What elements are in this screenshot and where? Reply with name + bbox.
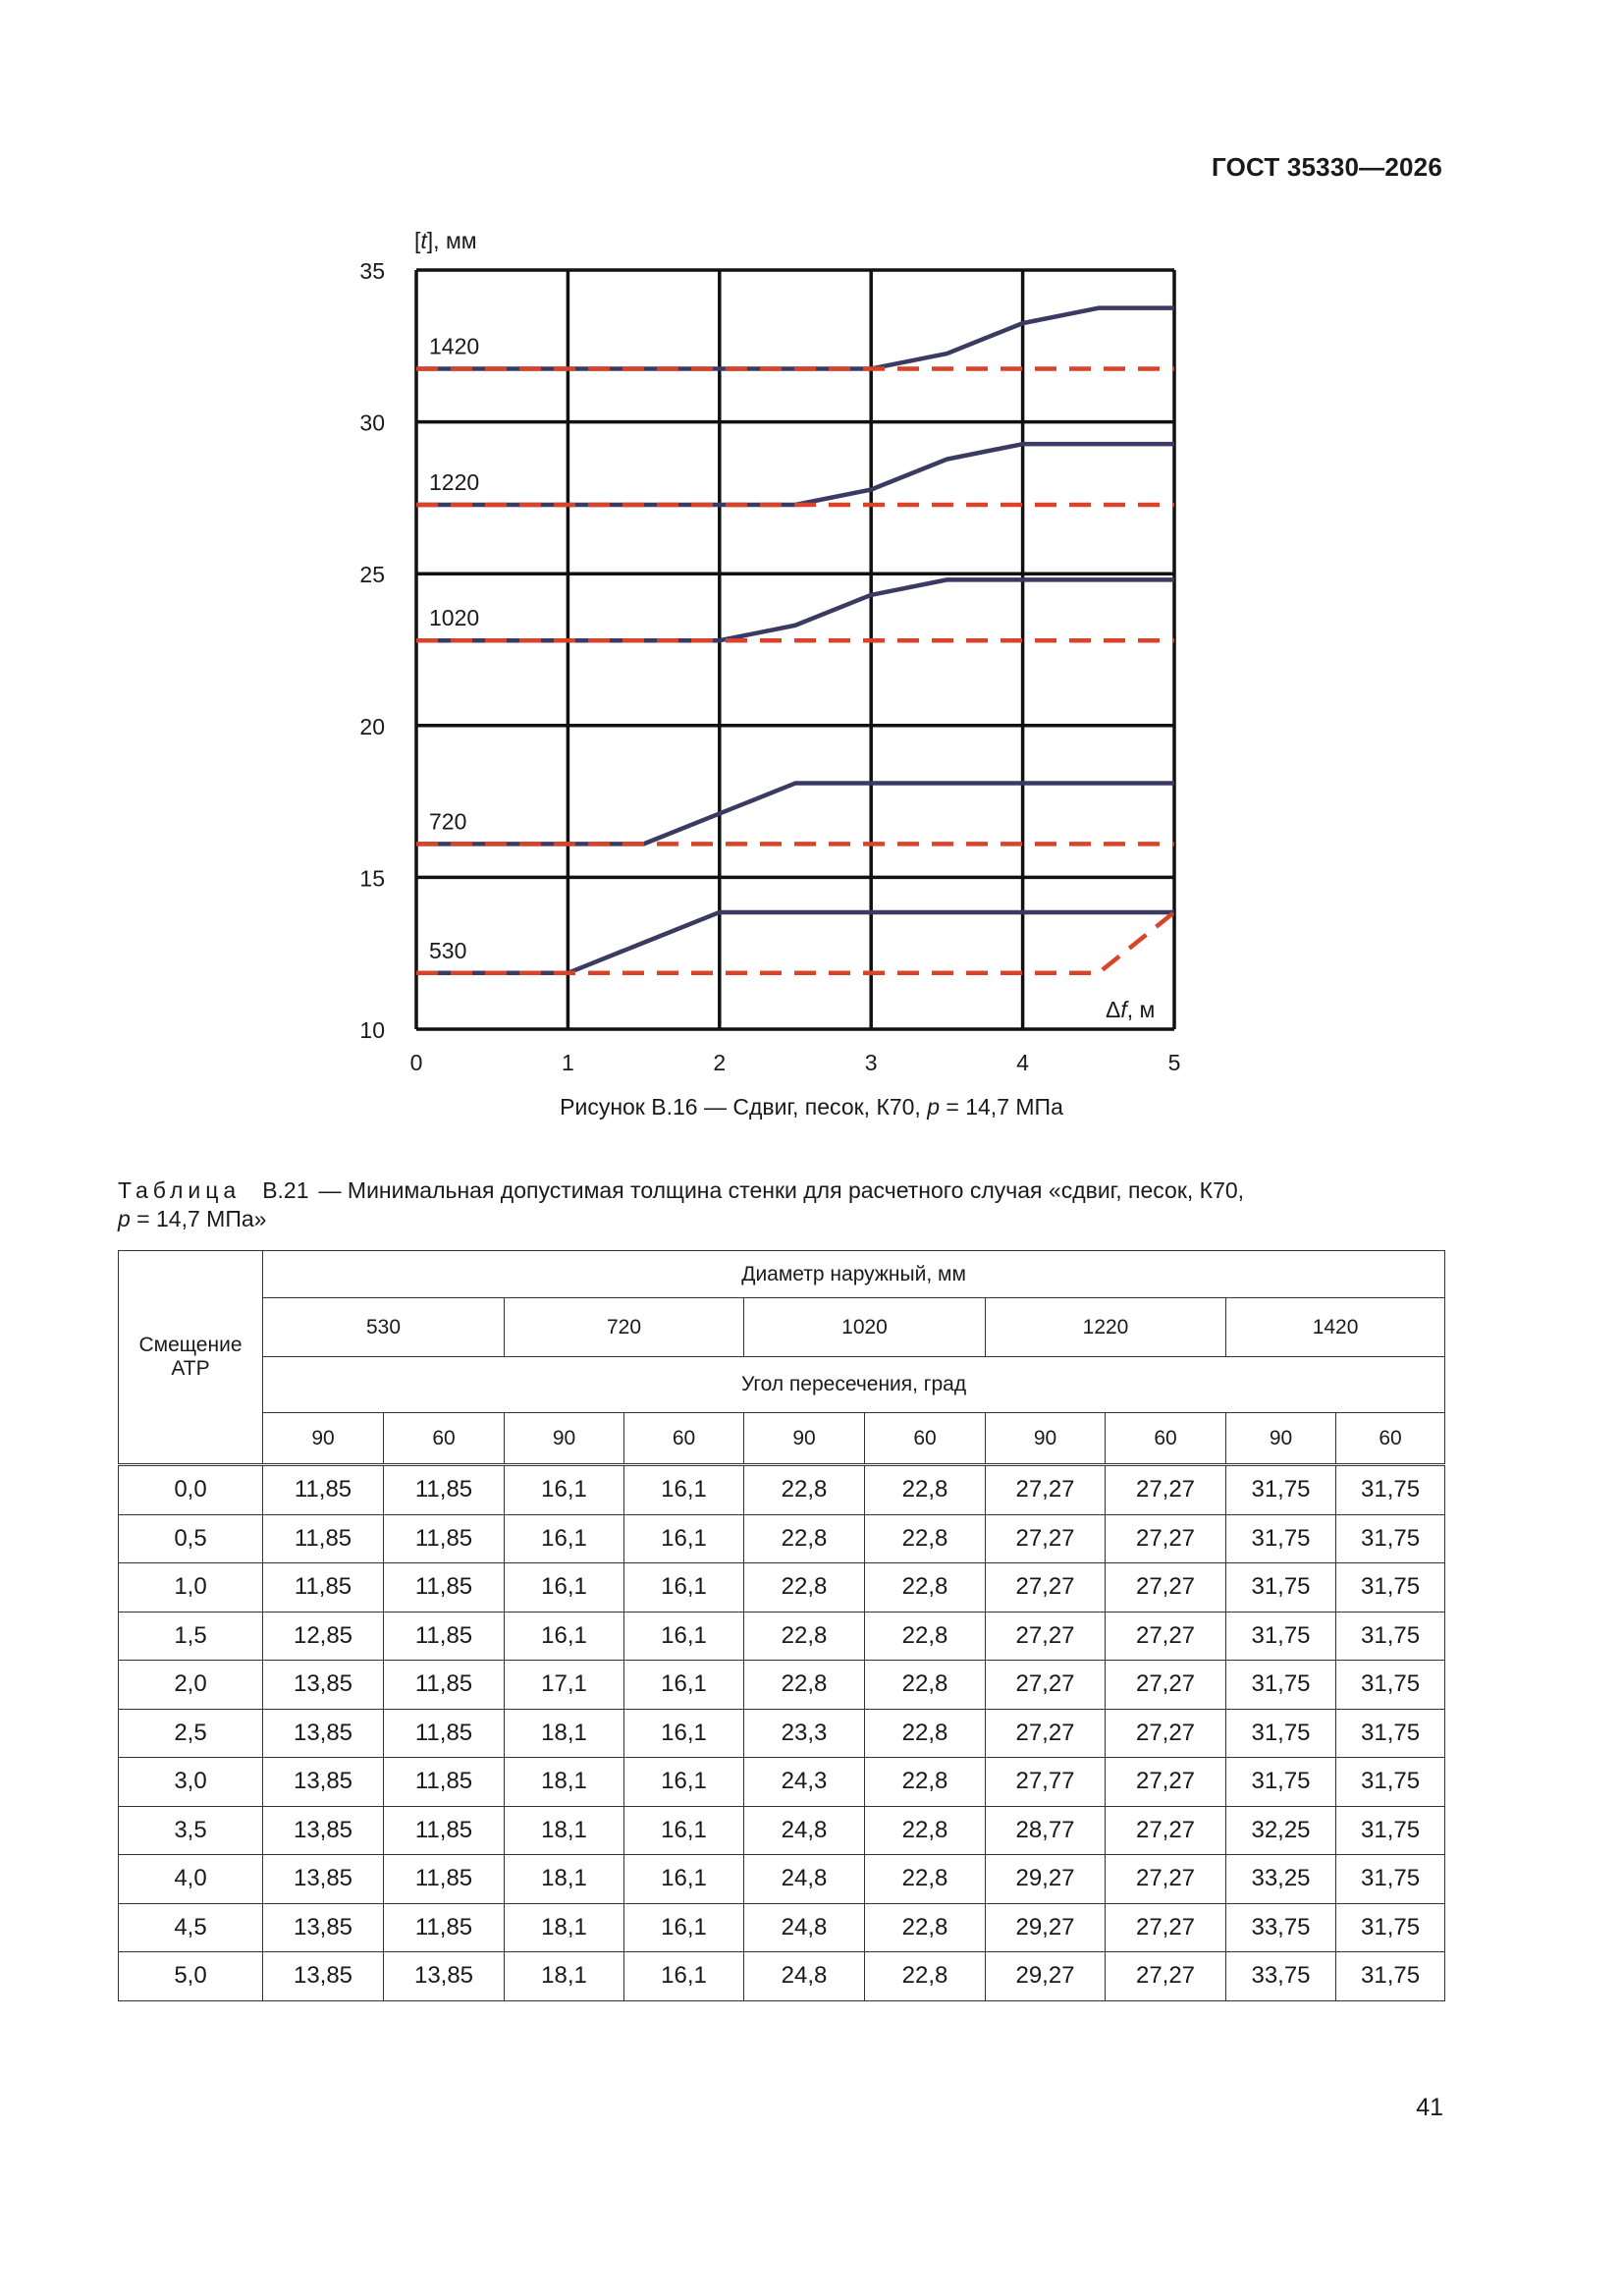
- header-angle-value: 60: [624, 1413, 744, 1465]
- cell-thickness: 27,27: [986, 1709, 1106, 1758]
- cell-thickness: 13,85: [263, 1806, 384, 1855]
- cell-thickness: 17,1: [505, 1661, 624, 1710]
- header-diameter: Диаметр наружный, мм: [263, 1251, 1445, 1298]
- cell-thickness: 16,1: [624, 1514, 744, 1563]
- cell-thickness: 16,1: [505, 1612, 624, 1661]
- thickness-chart: [0, 0, 1623, 1100]
- table-row: [119, 1465, 1445, 1515]
- header-angle-value: 60: [1106, 1413, 1226, 1465]
- cell-offset: 2,5: [119, 1709, 263, 1758]
- table-row: [119, 1612, 1445, 1661]
- cell-thickness: 27,27: [1106, 1903, 1226, 1952]
- cell-thickness: 31,75: [1336, 1806, 1445, 1855]
- cell-thickness: 27,27: [1106, 1709, 1226, 1758]
- header-diameter-1020: 1020: [744, 1298, 986, 1357]
- series-line-1420-angle90: [416, 308, 1174, 369]
- header-diameter-530: 530: [263, 1298, 505, 1357]
- cell-thickness: 22,8: [865, 1563, 986, 1613]
- cell-thickness: 18,1: [505, 1855, 624, 1904]
- cell-thickness: 12,85: [263, 1612, 384, 1661]
- y-tick-label: 35: [359, 258, 385, 284]
- cell-thickness: 16,1: [505, 1563, 624, 1613]
- y-axis-label: [t], мм: [414, 228, 477, 253]
- cell-thickness: 32,25: [1226, 1806, 1336, 1855]
- cell-thickness: 29,27: [986, 1903, 1106, 1952]
- chart-ticks: [359, 258, 1180, 1075]
- figure-caption: Рисунок В.16 — Сдвиг, песок, К70, p = 14,7 МПа: [560, 1094, 1063, 1120]
- header-angle-value: 90: [986, 1413, 1106, 1465]
- series-label-1220: 1220: [429, 469, 480, 496]
- cell-thickness: 16,1: [624, 1465, 744, 1515]
- cell-thickness: 18,1: [505, 1758, 624, 1807]
- cell-thickness: 31,75: [1336, 1903, 1445, 1952]
- cell-thickness: 18,1: [505, 1903, 624, 1952]
- cell-thickness: 16,1: [624, 1758, 744, 1807]
- cell-thickness: 31,75: [1226, 1758, 1336, 1807]
- cell-thickness: 27,27: [1106, 1758, 1226, 1807]
- header-diameter-1420: 1420: [1226, 1298, 1445, 1357]
- cell-thickness: 22,8: [865, 1709, 986, 1758]
- cell-thickness: 31,75: [1336, 1661, 1445, 1710]
- cell-thickness: 27,27: [1106, 1514, 1226, 1563]
- cell-thickness: 13,85: [384, 1952, 505, 2001]
- cell-thickness: 11,85: [384, 1563, 505, 1613]
- header-diameter-720: 720: [505, 1298, 744, 1357]
- cell-thickness: 31,75: [1336, 1855, 1445, 1904]
- cell-thickness: 24,8: [744, 1952, 865, 2001]
- cell-thickness: 29,27: [986, 1952, 1106, 2001]
- table-caption-number: В.21: [262, 1177, 309, 1203]
- cell-thickness: 16,1: [624, 1855, 744, 1904]
- series-line-1020-angle90: [416, 579, 1174, 640]
- y-tick-label: 25: [359, 562, 385, 588]
- cell-thickness: 16,1: [624, 1806, 744, 1855]
- header-angle: Угол пересечения, град: [263, 1357, 1445, 1413]
- cell-thickness: 31,75: [1336, 1612, 1445, 1661]
- cell-thickness: 31,75: [1226, 1563, 1336, 1613]
- cell-thickness: 22,8: [744, 1661, 865, 1710]
- table-caption-text: — Минимальная допустимая толщина стенки для расчетного случая «сдвиг, песок, К70,: [318, 1177, 1245, 1203]
- cell-thickness: 27,27: [1106, 1806, 1226, 1855]
- cell-thickness: 33,25: [1226, 1855, 1336, 1904]
- x-tick-label: 3: [864, 1050, 878, 1075]
- header-angle-value: 60: [1336, 1413, 1445, 1465]
- cell-thickness: 13,85: [263, 1952, 384, 2001]
- cell-thickness: 22,8: [744, 1514, 865, 1563]
- cell-offset: 0,0: [119, 1465, 263, 1515]
- x-axis-label: Δf, м: [1106, 997, 1156, 1022]
- cell-thickness: 27,27: [1106, 1612, 1226, 1661]
- y-tick-label: 15: [359, 865, 385, 892]
- cell-thickness: 27,27: [1106, 1952, 1226, 2001]
- cell-thickness: 11,85: [384, 1855, 505, 1904]
- cell-thickness: 27,27: [986, 1563, 1106, 1613]
- cell-thickness: 16,1: [505, 1465, 624, 1515]
- cell-thickness: 22,8: [865, 1903, 986, 1952]
- y-tick-label: 10: [359, 1017, 385, 1043]
- cell-thickness: 13,85: [263, 1758, 384, 1807]
- cell-offset: 0,5: [119, 1514, 263, 1563]
- cell-thickness: 16,1: [505, 1514, 624, 1563]
- cell-thickness: 31,75: [1226, 1661, 1336, 1710]
- cell-offset: 2,0: [119, 1661, 263, 1710]
- table-caption: Таблица В.21 — Минимальная допустимая толщина стенки для расчетного случая «сдвиг, песок, К70, p = 14,7 МПа»: [118, 1177, 1245, 1231]
- cell-thickness: 31,75: [1226, 1514, 1336, 1563]
- cell-thickness: 22,8: [865, 1514, 986, 1563]
- series-line-530-angle90: [416, 912, 1174, 973]
- header-offset: Смещение АТР: [119, 1251, 263, 1465]
- cell-thickness: 11,85: [384, 1709, 505, 1758]
- header-angle-value: 90: [263, 1413, 384, 1465]
- cell-thickness: 18,1: [505, 1952, 624, 2001]
- cell-thickness: 31,75: [1336, 1465, 1445, 1515]
- cell-thickness: 16,1: [624, 1952, 744, 2001]
- table-row: [119, 1709, 1445, 1758]
- cell-thickness: 13,85: [263, 1855, 384, 1904]
- cell-thickness: 13,85: [263, 1903, 384, 1952]
- series-line-720-angle90: [416, 784, 1174, 845]
- cell-thickness: 31,75: [1336, 1563, 1445, 1613]
- cell-thickness: 27,27: [986, 1465, 1106, 1515]
- cell-thickness: 24,8: [744, 1903, 865, 1952]
- cell-thickness: 23,3: [744, 1709, 865, 1758]
- cell-thickness: 22,8: [744, 1465, 865, 1515]
- header-angle-value: 60: [384, 1413, 505, 1465]
- cell-offset: 4,0: [119, 1855, 263, 1904]
- table-row: [119, 1661, 1445, 1710]
- cell-thickness: 22,8: [744, 1612, 865, 1661]
- cell-thickness: 11,85: [384, 1758, 505, 1807]
- y-tick-label: 30: [359, 410, 385, 436]
- series-line-1220-angle90: [416, 444, 1174, 505]
- cell-offset: 1,0: [119, 1563, 263, 1613]
- cell-thickness: 28,77: [986, 1806, 1106, 1855]
- cell-thickness: 24,8: [744, 1855, 865, 1904]
- cell-thickness: 31,75: [1336, 1514, 1445, 1563]
- cell-thickness: 22,8: [865, 1952, 986, 2001]
- cell-thickness: 11,85: [263, 1514, 384, 1563]
- cell-thickness: 31,75: [1226, 1709, 1336, 1758]
- header-angle-value: 60: [865, 1413, 986, 1465]
- series-label-1420: 1420: [429, 333, 480, 359]
- x-tick-label: 0: [409, 1050, 423, 1075]
- cell-thickness: 27,27: [986, 1514, 1106, 1563]
- cell-thickness: 31,75: [1226, 1465, 1336, 1515]
- x-tick-label: 2: [713, 1050, 727, 1075]
- cell-thickness: 22,8: [744, 1563, 865, 1613]
- table-row: [119, 1903, 1445, 1952]
- cell-thickness: 31,75: [1336, 1952, 1445, 2001]
- table-row: [119, 1952, 1445, 2001]
- cell-thickness: 33,75: [1226, 1952, 1336, 2001]
- header-diameter-1220: 1220: [986, 1298, 1226, 1357]
- cell-thickness: 11,85: [384, 1903, 505, 1952]
- cell-thickness: 22,8: [865, 1661, 986, 1710]
- cell-offset: 3,5: [119, 1806, 263, 1855]
- cell-thickness: 11,85: [263, 1465, 384, 1515]
- chart-labels: [429, 333, 479, 962]
- standard-header: ГОСТ 35330—2026: [1212, 152, 1442, 182]
- table-row: [119, 1806, 1445, 1855]
- cell-thickness: 11,85: [384, 1612, 505, 1661]
- cell-thickness: 22,8: [865, 1855, 986, 1904]
- cell-thickness: 22,8: [865, 1612, 986, 1661]
- cell-thickness: 22,8: [865, 1465, 986, 1515]
- page-number: 41: [1416, 2094, 1443, 2121]
- cell-thickness: 31,75: [1336, 1709, 1445, 1758]
- cell-thickness: 27,27: [986, 1661, 1106, 1710]
- cell-thickness: 27,27: [1106, 1465, 1226, 1515]
- cell-thickness: 11,85: [384, 1514, 505, 1563]
- cell-thickness: 22,8: [865, 1758, 986, 1807]
- y-tick-label: 20: [359, 713, 385, 739]
- chart-grid: [416, 270, 1174, 1029]
- cell-thickness: 22,8: [865, 1806, 986, 1855]
- cell-thickness: 18,1: [505, 1806, 624, 1855]
- cell-thickness: 29,27: [986, 1855, 1106, 1904]
- x-tick-label: 5: [1167, 1050, 1181, 1075]
- cell-thickness: 11,85: [384, 1661, 505, 1710]
- cell-offset: 5,0: [119, 1952, 263, 2001]
- header-angle-value: 90: [1226, 1413, 1336, 1465]
- cell-thickness: 18,1: [505, 1709, 624, 1758]
- cell-thickness: 16,1: [624, 1709, 744, 1758]
- cell-thickness: 13,85: [263, 1661, 384, 1710]
- table-caption-label: Таблица: [118, 1177, 242, 1203]
- cell-offset: 1,5: [119, 1612, 263, 1661]
- thickness-table: [118, 1250, 1445, 2001]
- cell-thickness: 16,1: [624, 1661, 744, 1710]
- cell-thickness: 27,27: [1106, 1855, 1226, 1904]
- cell-thickness: 27,77: [986, 1758, 1106, 1807]
- series-label-530: 530: [429, 937, 467, 963]
- cell-thickness: 27,27: [1106, 1563, 1226, 1613]
- cell-thickness: 13,85: [263, 1709, 384, 1758]
- table-row: [119, 1563, 1445, 1613]
- x-tick-label: 4: [1016, 1050, 1029, 1075]
- cell-offset: 3,0: [119, 1758, 263, 1807]
- cell-thickness: 16,1: [624, 1612, 744, 1661]
- series-line-530-angle60: [416, 912, 1174, 973]
- series-label-1020: 1020: [429, 605, 480, 631]
- cell-thickness: 16,1: [624, 1903, 744, 1952]
- cell-thickness: 11,85: [263, 1563, 384, 1613]
- table-row: [119, 1758, 1445, 1807]
- header-angle-value: 90: [744, 1413, 865, 1465]
- cell-thickness: 24,3: [744, 1758, 865, 1807]
- cell-thickness: 27,27: [986, 1612, 1106, 1661]
- table-row: [119, 1514, 1445, 1563]
- x-tick-label: 1: [562, 1050, 574, 1075]
- cell-thickness: 16,1: [624, 1563, 744, 1613]
- cell-thickness: 24,8: [744, 1806, 865, 1855]
- cell-thickness: 27,27: [1106, 1661, 1226, 1710]
- cell-thickness: 31,75: [1336, 1758, 1445, 1807]
- cell-thickness: 33,75: [1226, 1903, 1336, 1952]
- cell-offset: 4,5: [119, 1903, 263, 1952]
- cell-thickness: 11,85: [384, 1806, 505, 1855]
- header-angle-value: 90: [505, 1413, 624, 1465]
- series-label-720: 720: [429, 808, 467, 835]
- table-row: [119, 1855, 1445, 1904]
- cell-thickness: 11,85: [384, 1465, 505, 1515]
- chart-series: [416, 308, 1174, 973]
- cell-thickness: 31,75: [1226, 1612, 1336, 1661]
